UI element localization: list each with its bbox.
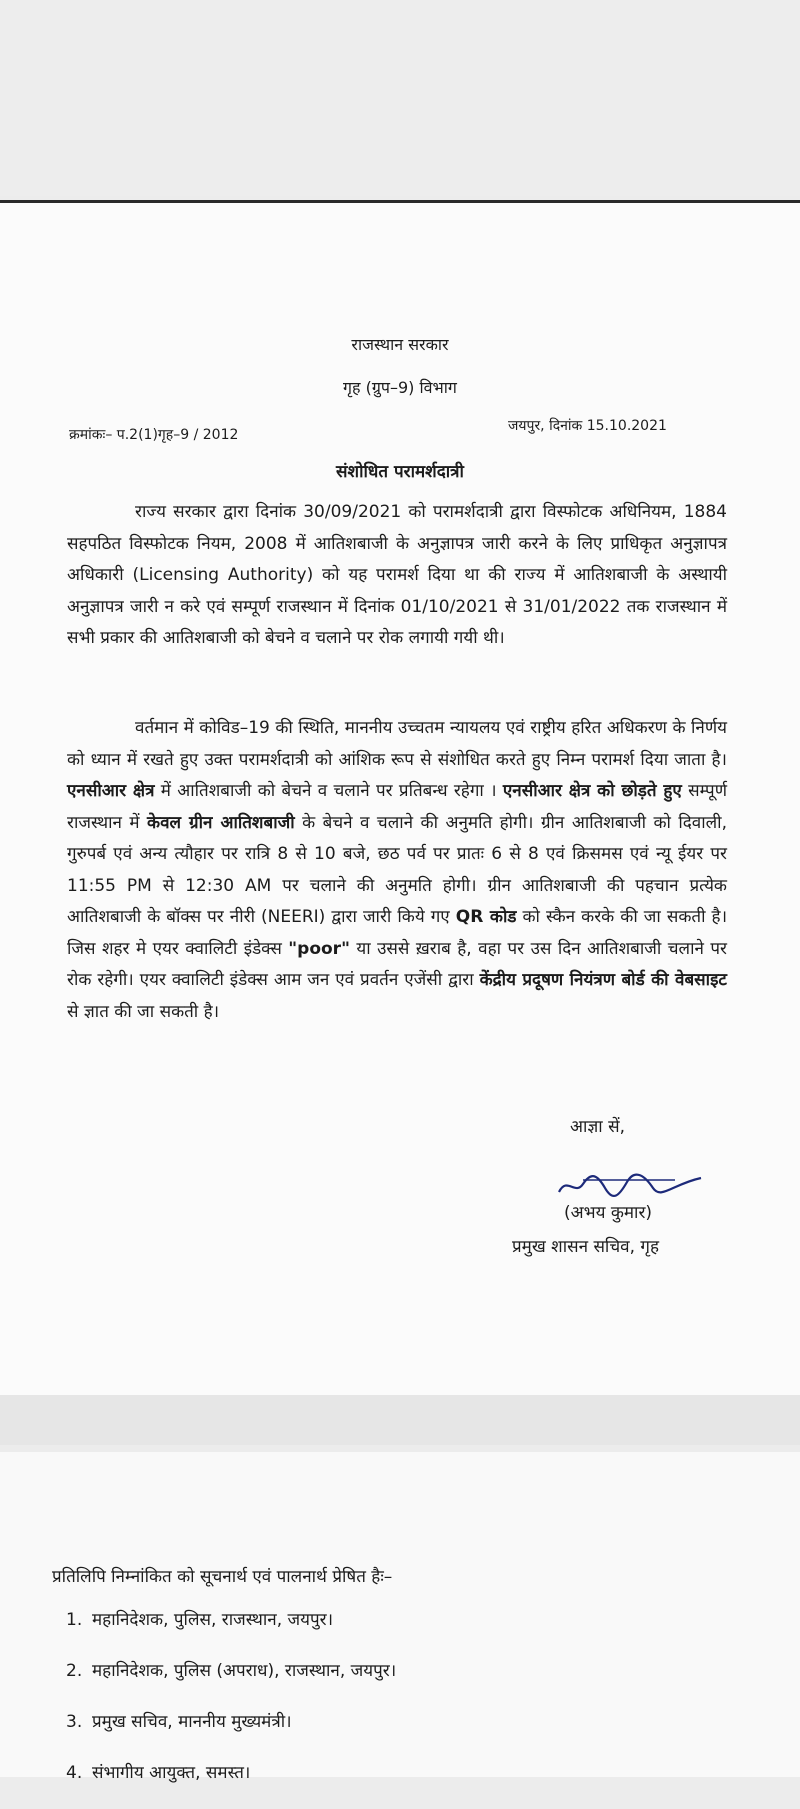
copy-to-list <box>66 1605 396 1809</box>
signatory-designation: प्रमुख शासन सचिव, गृह <box>512 1237 659 1257</box>
reference-number: क्रमांकः– प.2(1)गृह–9 / 2012 <box>69 427 239 443</box>
signatory-name: (अभय कुमार) <box>564 1203 653 1223</box>
list-item: 3. प्रमुख सचिव, माननीय मुख्यमंत्री। <box>66 1712 292 1732</box>
document-title: संशोधित परामर्शदात्री <box>336 462 464 482</box>
government-name: राजस्थान सरकार <box>351 335 449 354</box>
paragraph-1: राज्य सरकार द्वारा दिनांक 30/09/2021 को परामर्शदात्री द्वारा विस्फोटक अधिनियम, 1884 सहपठित विस्फोटक नियम, 2008 में आतिशबाजी के अनुज्ञापत्र जारी करने के लिए प्राधिकृत अनुज्ञापत्र अधिकारी (Licensing Authority) को यह परामर्श दिया था की राज्य में आतिशबाजी के अस्थायी अनुज्ञापत्र जारी न करे एवं सम्पूर्ण राजस्थान में दिनांक 01/10/2021 से 31/01/2022 तक राजस्थान में सभी प्रकार की आतिशबाजी को बेचने व चलाने पर रोक लगायी गयी थी। <box>67 502 727 648</box>
page-separator <box>0 1395 800 1445</box>
copy-to-intro: प्रतिलिपि निम्नांकित को सूचनार्थ एवं पालनार्थ प्रेषित हैः– <box>52 1567 393 1587</box>
list-item: 2. महानिदेशक, पुलिस (अपराध), राजस्थान, जयपुर। <box>66 1661 397 1681</box>
department-name: गृह (ग्रुप–9) विभाग <box>343 378 457 397</box>
place-date: जयपुर, दिनांक 15.10.2021 <box>508 418 667 434</box>
list-item: 4. संभागीय आयुक्त, समस्त। <box>66 1763 251 1783</box>
paragraph-2: वर्तमान में कोविड–19 की स्थिति, माननीय उच्चतम न्यायलय एवं राष्ट्रीय हरित अधिकरण के निर्णय को ध्यान में रखते हुए उक्त परामर्शदात्री को आंशिक रूप से संशोधित करते हुए निम्न परामर्श दिया जाता है। एनसीआर क्षेत्र में आतिशबाजी को बेचने व चलाने पर प्रतिबन्ध रहेगा । एनसीआर क्षेत्र को छोड़ते हुए सम्पूर्ण राजस्थान में केवल ग्रीन आतिशबाजी के बेचने व चलाने की अनुमति होगी। ग्रीन आतिशबाजी को दिवाली, गुरुपर्ब एवं अन्य त्यौहार पर रात्रि 8 से 10 बजे, छठ पर्व पर प्रातः 6 से 8 एवं क्रिसमस एवं न्यू ईयर पर 11:55 PM से 12:30 AM पर चलाने की अनुमति होगी। ग्रीन आतिशबाजी की पहचान प्रत्येक आतिशबाजी के बॉक्स पर नीरी (NEERI) द्वारा जारी किये गए QR कोड को स्कैन करके की जा सकती है। जिस शहर मे एयर क्वालिटी इंडेक्स "poor" या उससे ख़राब है, वहा पर उस दिन आतिशबाजी चलाने पर रोक रहेगी। एयर क्वालिटी इंडेक्स आम जन एवं प्रवर्तन एजेंसी द्वारा केंद्रीय प्रदूषण नियंत्रण बोर्ड की वेबसाइट से ज्ञात की जा सकती है। <box>67 718 728 1022</box>
list-item: 1. महानिदेशक, पुलिस, राजस्थान, जयपुर। <box>66 1610 334 1630</box>
top-margin <box>0 0 800 196</box>
closing-line: आज्ञा सें, <box>570 1117 625 1137</box>
